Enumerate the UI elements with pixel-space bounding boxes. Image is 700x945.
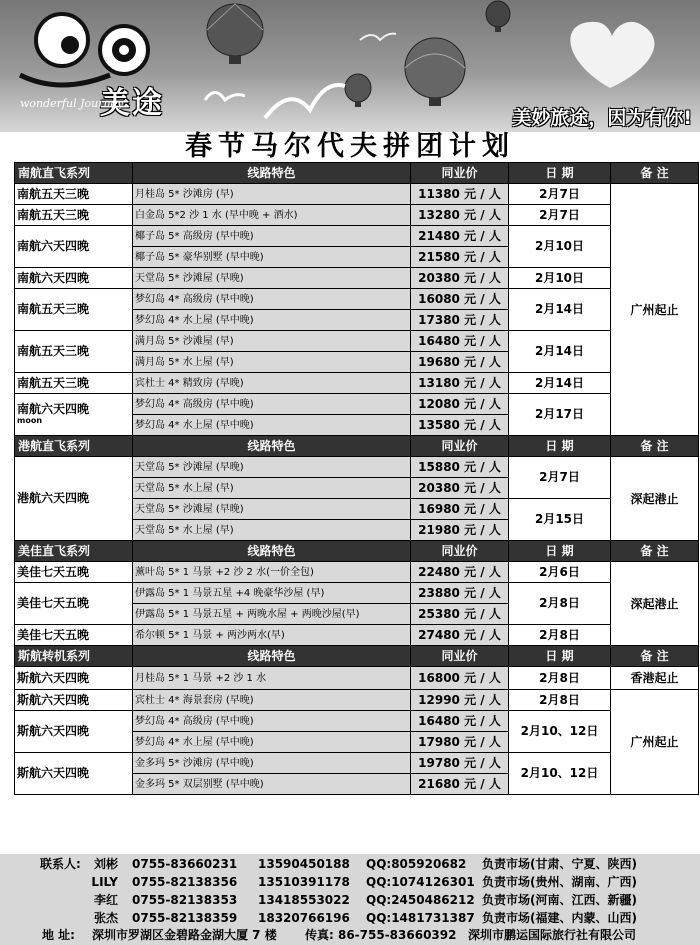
date-header: 日 期 [509,541,611,562]
logo-swoosh [20,75,110,85]
price: 20380 元 / 人 [411,268,509,289]
table-row [15,331,699,352]
price: 12990 元 / 人 [411,690,509,711]
departure-date: 2月10日 [509,226,611,268]
departure-date: 2月6日 [509,562,611,583]
date-header: 日 期 [509,163,611,184]
series-label: 斯航六天四晚 [17,724,90,738]
series-name [15,562,133,583]
table-row [15,667,699,690]
contact-name: 刘彬 [93,857,118,871]
fax: 传真: 86-755-83660392 [305,928,457,942]
contact-mobile: 13510391178 [258,875,350,889]
table-row [15,373,699,394]
series-name [15,268,133,289]
logo-ring-left [36,14,88,66]
contact-name: LILY [91,875,118,889]
table-row [15,205,699,226]
series-label: 美佳七天五晚 [17,627,90,642]
date-header: 日 期 [509,646,611,667]
price: 22480 元 / 人 [411,562,509,583]
price: 11380 元 / 人 [411,184,509,205]
logo-dot-left [61,36,79,54]
departure-date: 2月10、12日 [509,753,611,795]
route-description: 伊露岛 5* 1 马景五星 + 两晚水屋 + 两晚沙屋(早) [133,604,411,625]
contact-row [0,909,700,927]
section-title: 港航直飞系列 [15,436,133,457]
departure-date: 2月7日 [509,184,611,205]
price-header: 同业价 [411,163,509,184]
departure-date: 2月8日 [509,690,611,711]
section-title: 南航直飞系列 [15,163,133,184]
price: 13580 元 / 人 [411,415,509,436]
series-label: 南航五天三晚 [17,302,90,316]
balloon-icon [207,4,263,64]
price: 16480 元 / 人 [411,331,509,352]
contact-tel: 0755-82138359 [132,911,238,925]
series-label: 南航五天三晚 [17,207,90,222]
route-description: 宾杜士 4* 海景套房 (早晚) [133,690,411,711]
price: 21480 元 / 人 [411,226,509,247]
departure-date: 2月17日 [509,394,611,436]
note-header: 备 注 [611,436,699,457]
price: 21980 元 / 人 [411,520,509,541]
price: 21580 元 / 人 [411,247,509,268]
contact-row [0,891,700,909]
price-header: 同业价 [411,646,509,667]
price: 21680 元 / 人 [411,774,509,795]
series-name [15,205,133,226]
series-name [15,711,133,753]
series-name [15,184,133,205]
remark: 深起港止 [611,562,699,646]
route-description: 月桂岛 5* 沙滩房 (早) [133,184,411,205]
departure-date: 2月7日 [509,457,611,499]
price: 19780 元 / 人 [411,753,509,774]
price: 27480 元 / 人 [411,625,509,646]
contact-market: 负责市场(福建、内蒙、山西) [482,911,637,925]
series-label: 斯航六天四晚 [17,670,90,685]
contact-tel: 0755-82138356 [132,875,238,889]
brand-name: 美途 [100,86,164,121]
price-header: 同业价 [411,436,509,457]
route-description: 梦幻岛 4* 高级房 (早中晚) [133,289,411,310]
route-description: 天堂岛 5* 水上屋 (早) [133,478,411,499]
heart-cloud-icon [570,22,654,88]
series-name [15,289,133,331]
price: 16800 元 / 人 [411,667,509,690]
price: 13180 元 / 人 [411,373,509,394]
contact-tel: 0755-83660231 [132,857,238,871]
departure-date: 2月7日 [509,205,611,226]
price: 19680 元 / 人 [411,352,509,373]
remark: 深起港止 [611,457,699,541]
date-header: 日 期 [509,436,611,457]
departure-date: 2月10、12日 [509,711,611,753]
route-description: 满月岛 5* 沙滩屋 (早) [133,331,411,352]
route-description: 椰子岛 5* 豪华别墅 (早中晚) [133,247,411,268]
route-description: 伊露岛 5* 1 马景五星 +4 晚豪华沙屋 (早) [133,583,411,604]
series-label: 南航五天三晚 [17,375,90,390]
contact-name: 张杰 [93,911,118,925]
address: 深圳市罗湖区金碧路金湖大厦 7 楼 [92,928,277,942]
section-header [15,541,699,562]
departure-date: 2月14日 [509,373,611,394]
route-description: 天堂岛 5* 沙滩屋 (早晚) [133,499,411,520]
route-header: 线路特色 [133,436,411,457]
route-description: 金多玛 5* 双层别墅 (早中晚) [133,774,411,795]
balloon-icon [486,1,510,32]
route-description: 梦幻岛 4* 水上屋 (早中晚) [133,310,411,331]
contact-qq: QQ:1074126301 [366,875,475,889]
series-name [15,583,133,625]
contact-qq: QQ:805920682 [366,857,467,871]
table-row [15,711,699,732]
contact-row [0,873,700,891]
route-description: 金多玛 5* 沙滩房 (早中晚) [133,753,411,774]
table-row [15,562,699,583]
route-description: 梦幻岛 4* 水上屋 (早中晚) [133,732,411,753]
route-description: 月桂岛 5* 1 马景 +2 沙 1 水 [133,667,411,690]
price: 15880 元 / 人 [411,457,509,478]
series-label: 南航六天四晚 [17,401,90,416]
address-label: 地 址: [42,928,75,942]
contact-market: 负责市场(贵州、湖南、广西) [482,875,637,889]
series-sub: moon [17,415,43,425]
series-label: 美佳七天五晚 [17,596,90,610]
table-row [15,394,699,415]
balloon-icon [345,74,371,107]
route-description: 天堂岛 5* 水上屋 (早) [133,520,411,541]
series-label: 港航六天四晚 [17,491,90,505]
series-label: 南航五天三晚 [17,344,90,358]
contact-tel: 0755-82138353 [132,893,238,907]
route-description: 梦幻岛 4* 高级房 (早中晚) [133,394,411,415]
contact-row [0,855,700,873]
table-row [15,690,699,711]
contact-market: 负责市场(甘肃、宁夏、陕西) [482,857,637,871]
slogan: 美妙旅途，因为有你! [512,107,692,129]
departure-date: 2月8日 [509,667,611,690]
series-name [15,753,133,795]
seagull-icon [360,34,396,40]
note-header: 备 注 [611,541,699,562]
contact-mobile: 13418553022 [258,893,350,907]
price: 25380 元 / 人 [411,604,509,625]
table-row [15,268,699,289]
price: 23880 元 / 人 [411,583,509,604]
section-header [15,436,699,457]
contact-qq: QQ:1481731387 [366,911,475,925]
balloon-icon [405,38,465,106]
price: 17380 元 / 人 [411,310,509,331]
series-label: 斯航六天四晚 [17,692,90,707]
series-label: 南航六天四晚 [17,239,90,253]
page-title: 春节马尔代夫拼团计划 [185,131,515,162]
price: 20380 元 / 人 [411,478,509,499]
departure-date: 2月8日 [509,583,611,625]
brand-english-name: wonderful Journey [20,97,124,110]
contact-qq: QQ:2450486212 [366,893,475,907]
price: 16080 元 / 人 [411,289,509,310]
route-description: 宾杜士 4* 精致房 (早晚) [133,373,411,394]
header-banner [0,0,700,132]
route-description: 梦幻岛 4* 高级房 (早中晚) [133,711,411,732]
route-description: 希尔顿 5* 1 马景 + 两沙两水(早) [133,625,411,646]
price: 16480 元 / 人 [411,711,509,732]
table-row [15,583,699,604]
departure-date: 2月14日 [509,331,611,373]
section-header [15,646,699,667]
series-name [15,667,133,690]
itinerary-table [14,162,699,795]
seagull-icon [205,93,245,101]
section-title: 斯航转机系列 [15,646,133,667]
table-row [15,184,699,205]
remark: 香港起止 [611,667,699,690]
contact-label: 联系人: [40,857,81,871]
note-header: 备 注 [611,646,699,667]
price: 17980 元 / 人 [411,732,509,753]
departure-date: 2月8日 [509,625,611,646]
route-header: 线路特色 [133,541,411,562]
route-description: 薰叶岛 5* 1 马景 +2 沙 2 水(一价全包) [133,562,411,583]
series-name [15,331,133,373]
series-name [15,373,133,394]
contact-market: 负责市场(河南、江西、新疆) [482,893,637,907]
table-row [15,289,699,310]
series-name [15,394,133,436]
contact-mobile: 18320766196 [258,911,350,925]
series-label: 南航六天四晚 [17,270,90,285]
route-description: 天堂岛 5* 沙滩屋 (早晚) [133,457,411,478]
price-header: 同业价 [411,541,509,562]
route-header: 线路特色 [133,163,411,184]
route-description: 梦幻岛 4* 水上屋 (早中晚) [133,415,411,436]
series-label: 南航五天三晚 [17,186,90,201]
departure-date: 2月10日 [509,268,611,289]
remark: 广州起止 [611,690,699,795]
remark: 广州起止 [611,184,699,436]
series-name [15,690,133,711]
section-header [15,163,699,184]
series-label: 斯航六天四晚 [17,766,90,780]
price: 16980 元 / 人 [411,499,509,520]
series-name [15,625,133,646]
route-description: 满月岛 5* 水上屋 (早) [133,352,411,373]
table-row [15,457,699,478]
company-name: 深圳市鹏运国际旅行社有限公司 [468,928,637,942]
departure-date: 2月15日 [509,499,611,541]
table-row [15,753,699,774]
contact-mobile: 13590450188 [258,857,350,871]
section-title: 美佳直飞系列 [15,541,133,562]
route-description: 白金岛 5*2 沙 1 水 (早中晚 + 酒水) [133,205,411,226]
route-description: 天堂岛 5* 沙滩屋 (早晚) [133,268,411,289]
seagull-icon [265,85,345,118]
table-row [15,226,699,247]
departure-date: 2月14日 [509,289,611,331]
contact-name: 李红 [93,893,118,907]
note-header: 备 注 [611,163,699,184]
series-label: 美佳七天五晚 [17,564,90,579]
price: 12080 元 / 人 [411,394,509,415]
contact-footer [0,854,700,945]
series-name [15,457,133,541]
route-description: 椰子岛 5* 高级房 (早中晚) [133,226,411,247]
price: 13280 元 / 人 [411,205,509,226]
series-name [15,226,133,268]
route-header: 线路特色 [133,646,411,667]
table-row [15,625,699,646]
